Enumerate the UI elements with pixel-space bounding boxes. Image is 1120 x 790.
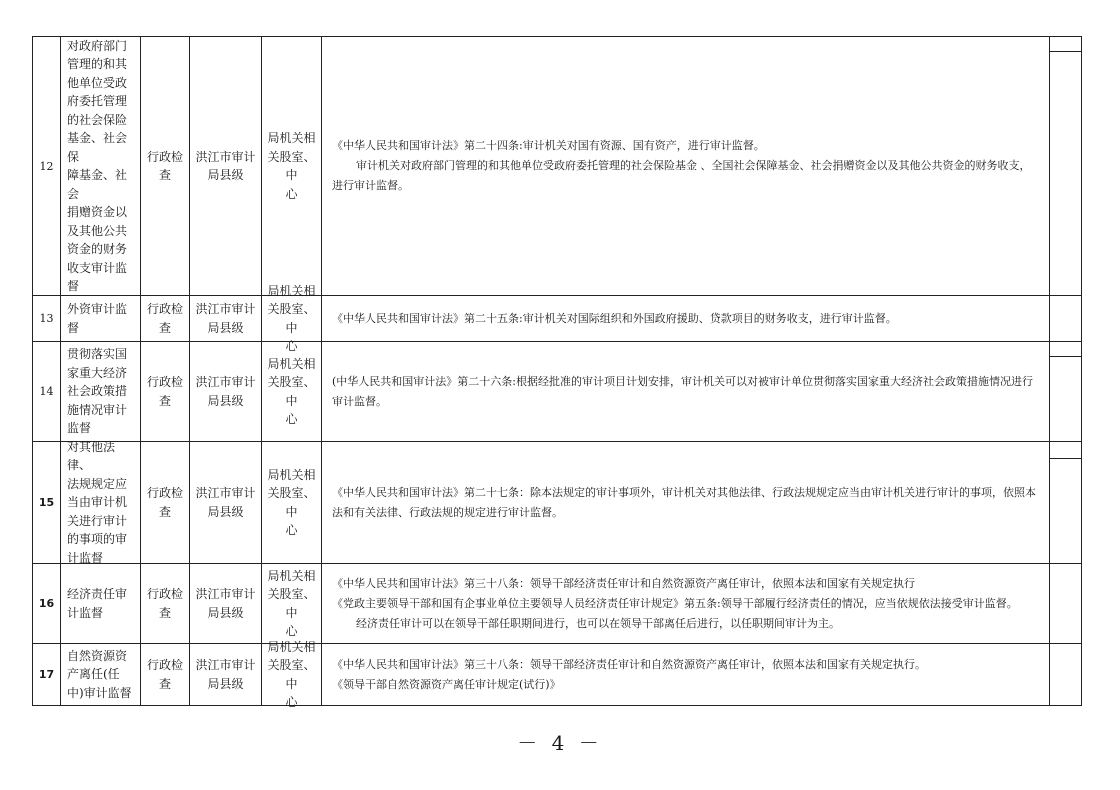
table-row [33,639,1081,709]
authority-level: 洪江市审计 局县级 [189,342,261,441]
matter-name: 经济责任审 计监督 [60,564,140,643]
remarks-cell [1049,442,1081,563]
remarks-cell [1049,644,1081,705]
page-number: － 4 － [517,731,603,755]
matter-name: 自然资源资 产离任(任 中)审计监督 [60,644,140,705]
inner-rule [1050,356,1081,357]
row-number: 17 [38,668,55,681]
row-number: 12 [39,159,54,173]
row-number: 15 [38,496,55,509]
matter-name: 对政府部门 管理的和其 他单位受政 府委托管理 的社会保险 基金、社会保 障基金、社会 捐赠资金以 及其他公共 资金的财务 收支审计监 督 [60,37,140,295]
table-row [33,563,1081,643]
basis-line: 审计机关对政府部门管理的和其他单位受政府委托管理的社会保险基金 、全国社会保障基金、社会捐赠资金以及其他公共资金的财务收支，进行审计监督。 [332,159,1031,192]
basis-line: 经济责任审计可以在领导干部任职期间进行，也可以在领导干部离任后进行，以任职期间审计为主。 [356,616,840,630]
table-row [33,441,1081,563]
row-number: 16 [38,597,55,610]
authority-level: 洪江市审计 局县级 [189,37,261,295]
matter-type: 行政检 查 [140,296,189,341]
row-number: 14 [39,385,54,398]
legal-basis [321,342,1049,441]
basis-line: 《中华人民共和国审计法》第二十七条：除本法规定的审计事项外，审计机关对其他法律、行政法规规定应当由审计机关进行审计的事项，依照本法和有关法律、行政法规的规定进行审计监督。 [332,485,1036,519]
table-row [33,37,1081,295]
responsible-dept: 局机关相 关股室、中 心 [261,37,321,295]
audit-matters-table [32,36,1082,709]
remarks-cell [1049,564,1081,643]
basis-line: 《党政主要领导干部和国有企事业单位主要领导人员经济责任审计规定》第五条:领导干部履行经济责任的情况，应当依规依法接受审计监督。 [332,596,1018,610]
basis-line: 《中华人民共和国审计法》第二十五条:审计机关对国际组织和外国政府援助、贷款项目的财务收支，进行审计监督。 [332,311,897,325]
authority-level: 洪江市审计 局县级 [189,442,261,563]
responsible-dept: 局机关相 关股室、中 心 [261,342,321,441]
remarks-cell [1049,37,1081,295]
responsible-dept: 局机关相 关股室、中 心 [261,564,321,643]
legal-basis [321,296,1049,341]
authority-level: 洪江市审计 局县级 [189,644,261,705]
matter-type: 行政检 查 [140,644,189,705]
responsible-dept: 局机关相 关股室、中 心 [261,442,321,563]
matter-name: 外资审计监 督 [60,296,140,341]
authority-level: 洪江市审计 局县级 [189,296,261,341]
remarks-cell [1049,342,1081,441]
matter-type: 行政检 查 [140,342,189,441]
inner-rule [1050,51,1081,52]
basis-line: (中华人民共和国审计法》第二十六条:根据经批准的审计项目计划安排，审计机关可以对被审计单位贯彻落实国家重大经济社会政策措施情况进行审计监督。 [332,374,1033,408]
matter-name: 贯彻落实国 家重大经济 社会政策措 施情况审计 监督 [60,342,140,441]
matter-type: 行政检 查 [140,37,189,295]
matter-type: 行政检 查 [140,564,189,643]
matter-name: 对其他法律、 法规规定应 当由审计机 关进行审计 的事项的审 计监督 [60,442,140,563]
inner-rule [1050,458,1081,459]
responsible-dept: 局机关相 关股室、中 心 [261,644,321,705]
legal-basis [321,37,1049,295]
basis-line: 《中华人民共和国审计法》第三十八条：领导干部经济责任审计和自然资源资产离任审计，依照本法和国家有关规定执行 [332,576,915,590]
remarks-cell [1049,296,1081,341]
legal-basis [321,644,1049,705]
table-row [33,283,1081,353]
legal-basis [321,442,1049,563]
basis-line: 《中华人民共和国审计法》第三十八条：领导干部经济责任审计和自然资源资产离任审计，依照本法和国家有关规定执行。 [332,657,926,671]
basis-line: 《中华人民共和国审计法》第二十四条:审计机关对国有资源、国有资产，进行审计监督。 [332,139,765,152]
legal-basis [321,564,1049,643]
matter-type: 行政检 查 [140,442,189,563]
table-row [33,341,1081,441]
responsible-dept: 局机关相 关股室、中 心 [261,296,321,341]
authority-level: 洪江市审计 局县级 [189,564,261,643]
basis-line: 《领导干部自然资源资产离任审计规定(试行)》 [332,677,561,691]
row-number: 13 [39,312,54,325]
